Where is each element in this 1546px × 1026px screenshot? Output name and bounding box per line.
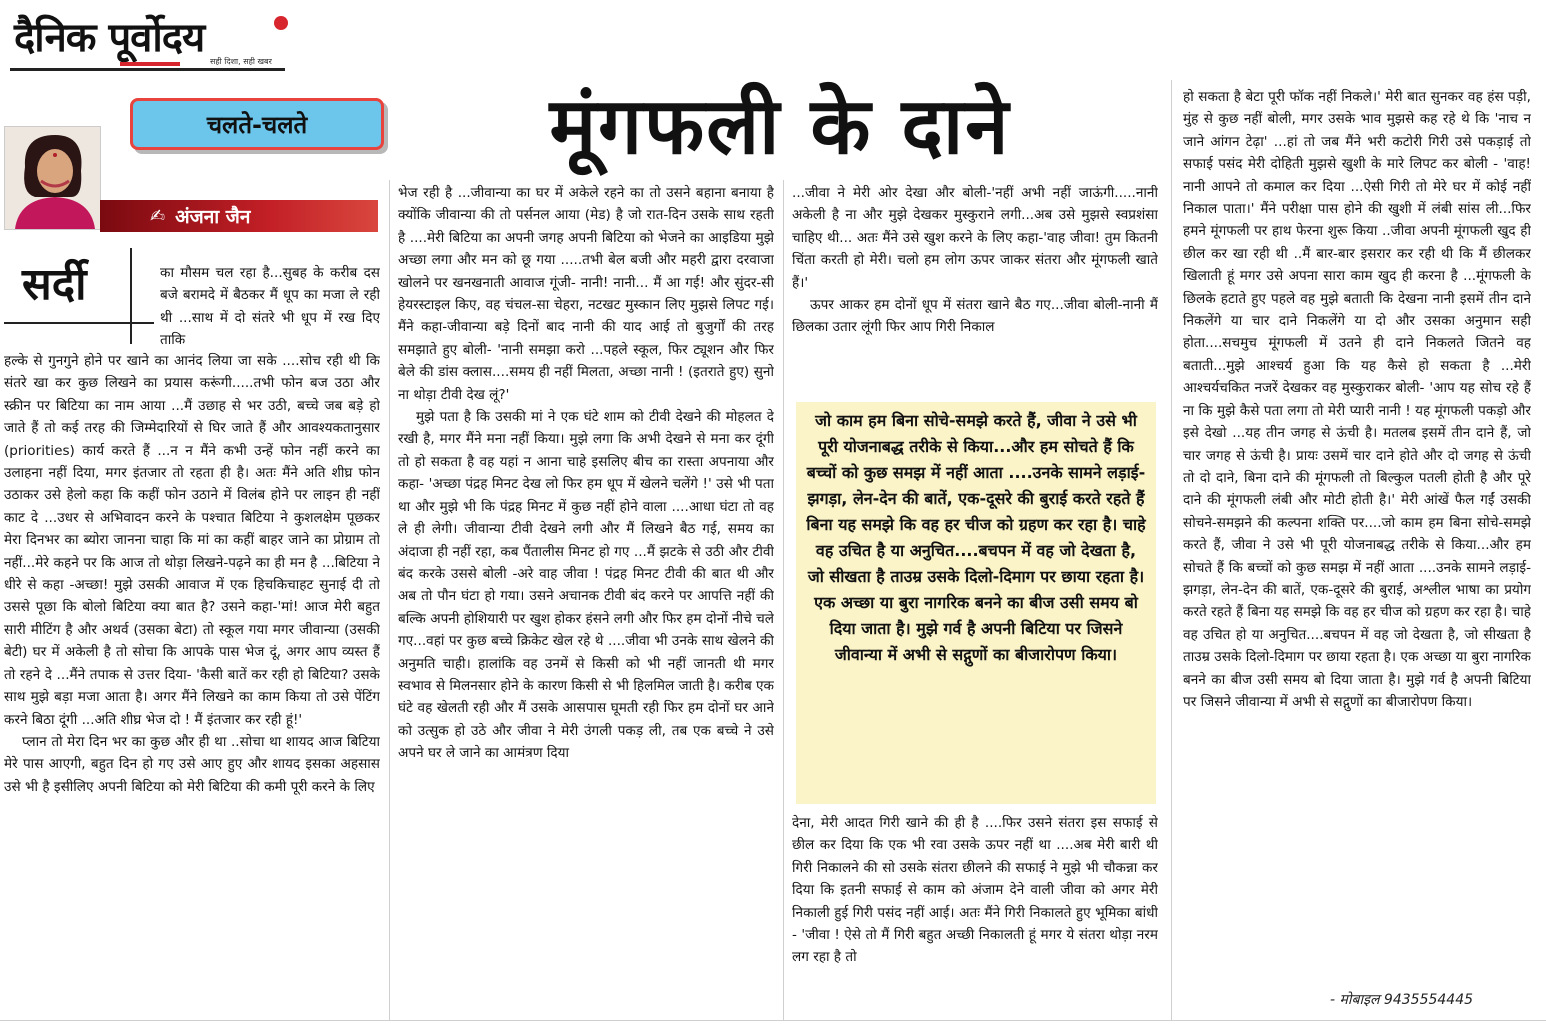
column-3-bottom [792, 812, 1158, 1022]
column-divider [783, 180, 784, 1020]
column-badge: चलते-चलते [130, 98, 384, 150]
pen-icon: ✍ [150, 205, 166, 227]
paragraph: हो सकता है बेटा पूरी फॉक नहीं निकले।' मेरी बात सुनकर वह हंस पड़ी, मुंह से कुछ नहीं बोली, मगर उसके भाव मुझसे कह रहे थे कि 'नाच न जाने आंगन टेढ़ा' ...हां तो जब मैंने भरी कटोरी गिरी उसे पकड़ाई तो सफाई पसंद मेरी दोहिती मुझसे खुशी के मारे लिपट कर बोली - 'वाह! नानी आपने तो कमाल कर दिया ...ऐसी गिरी तो मेरे घर में कोई नहीं निकाल पाता।' मैंने परीक्षा पास होने की खुशी में लंबी सांस ली...फिर हमने मूंगफली पर हाथ फेरना शुरू किया ..जीवा अपनी मूंगफली खुद ही छील कर खा रही थी ..मैं बार-बार इसरार कर रही थी कि मैं छीलकर खिलाती हूं मगर उसे अपना सारा काम खुद ही करना है ...मूंगफली के छिलके हटाते हुए पहले वह मुझे बताती कि देखना नानी इसमें तीन दाने निकलेंगे या चार दाने निकलेंगे या दो और उसका अनुमान सही होता....सचमुच मूंगफली में उतने ही दाने निकलते जितने वह बताती...मुझे आश्चर्य हुआ कि यह कैसे हो सकता है ...मेरी आश्चर्यचकित नजरें देखकर वह मुस्कुराकर बोली- 'आप यह सोच रहे हैं ना कि मुझे कैसे पता लगा तो मेरी प्यारी नानी ! यह मूंगफली पकड़ो और इसे देखो ...यह तीन जगह से ऊंची है। मतलब इसमें तीन दाने हैं, जो चार जगह से ऊंची है। प्रायः उसमें चार दाने होते और दो जगह से ऊंची तो दो दाने, बिना दाने की मूंगफली तो बिल्कुल पतली होती है और पूरे दाने की मूंगफली लंबी और मोटी होती है।' मेरी आंखें फैल गईं उसकी सोचने-समझने की कल्पना शक्ति पर....जो काम हम बिना सोचे-समझे करते हैं, जीवा ने उसे भी पूरी योजनाबद्ध तरीके से किया...और हम सोचते हैं कि बच्चों को कुछ समझ में नहीं आता ....उनके सामने लड़ाई-झगड़ा, लेन-देन की बातें, एक-दूसरे की बुराई, अश्लील भाषा का प्रयोग करते रहते हैं बिना यह समझे कि वह हर चीज को ग्रहण कर रहा है। चाहे वह उचित हो या अनुचित....बचपन में वह जो देखता है, जो सीखता है ताउम्र उसके दिलो-दिमाग पर छाया रहता है। एक अच्छा या बुरा नागरिक बनने का बीज उसी समय बो दिया जाता है। मुझे गर्व है अपनी बिटिया पर जिसने जीवान्या में अभी से सद्गुणों का बीजारोपण किया। [1183, 89, 1531, 710]
paragraph: ...जीवा ने मेरी ओर देखा और बोली-'नहीं अभी नहीं जाऊंगी.....नानी अकेली है ना और मुझे देखकर मुस्कुराने लगी...अब उसे मुझसे स्वप्रशंसा चाहिए थी... अतः मैंने उसे खुश करने के लिए कहा-'वाह जीवा! तुम कितनी चिंता करती हो मेरी। चलो हम लोग ऊपर जाकर संतरा और मूंगफली खाते हैं।' [792, 185, 1158, 291]
paragraph: ऊपर आकर हम दोनों धूप में संतरा खाने बैठ गए...जीवा बोली-नानी मैं छिलका उतार लूंगी फिर आप गिरी निकाल [792, 297, 1158, 336]
column-divider [389, 180, 390, 1020]
article-headline: मूंगफली के दाने [549, 82, 1011, 172]
paragraph: का मौसम चल रहा है...सुबह के करीब दस बजे बरामदे में बैठकर मैं धूप का मजा ले रही थी ...साथ में दो संतरे भी धूप में रख दिए ताकि [160, 265, 380, 349]
newspaper-tagline: सही दिशा, सही खबर [210, 57, 272, 66]
author-contact: - मोबाइल 9435554445 [1330, 992, 1474, 1008]
column-divider [1171, 80, 1172, 1020]
paragraph: भेज रही है ...जीवान्या का घर में अकेले रहने का तो उसने बहाना बनाया है क्योंकि जीवान्या की तो पर्सनल आया (मेड) है जो रात-दिन उसके साथ रहती है ....मेरी बिटिया का अपनी जगह अपनी बिटिया को भेजने का आइडिया मुझे अच्छा लगा और मन को छू गया .....तभी बेल बजी और महरी द्वारा दरवाजा खोलने पर खनखनाती आवाज गूंजी- नानी! नानी... मैं आ गई! और सुंदर-सी हेयरस्टाइल किए, वह चंचल-सा चेहरा, नटखट मुस्कान लिए मुझसे लिपट गई। मैंने कहा-जीवान्या बड़े दिनों बाद नानी की याद आई तो बुजुर्गों की तरह समझाते हुए बोली- 'नानी समझा करो ...पहले स्कूल, फिर ट्यूशन और फिर बेले की डांस क्लास....समय ही नहीं मिलता, अच्छा नानी ! (इतराते हुए) सुनो ना थोड़ा टीवी देख लूं?' [398, 185, 774, 403]
paragraph: प्लान तो मेरा दिन भर का कुछ और ही था ..सोचा था शायद आज बिटिया मेरे पास आएगी, बहुत दिन हो गए उसे आए हुए और शायद इसका अहसास उसे भी है इसीलिए अपनी बिटिया को मेरी बिटिया की कमी पूरी करने के लिए [4, 733, 380, 795]
paragraph: हल्के से गुनगुने होने पर खाने का आनंद लिया जा सके ....सोच रही थी कि संतरे खा कर कुछ लिखने का प्रयास करूंगी.....तभी फोन बज उठा और स्क्रीन पर बिटिया का नाम आया ...मैं उछाह से भर उठी, बच्चे जब बड़े हो जाते हैं तो कई तरह की जिम्मेदारियों से घिर जाते हैं और आवश्यकतानुसार (priorities) कार्य करते हैं ...न न मैंने कभी उन्हें फोन नहीं करने का उलाहना नहीं दिया, मगर इंतजार तो रहता ही है। अतः मैंने अति शीघ्र फोन उठाकर उसे हेलो कहा कि कहीं फोन उठाने में विलंब होने पर लाइन ही नहीं काट दे ...उधर से अभिवादन करने के पश्चात बिटिया ने कुशलक्षेम पूछकर मेरा दिनभर का ब्योरा जानना चाहा कि मां का कहीं बाहर जाने का प्रोग्राम तो नहीं...मेरे कहने पर कि आज तो थोड़ा लिखने-पढ़ने का ही मन है ...बिटिया ने धीरे से कहा -अच्छा! मुझे उसकी आवाज में एक हिचकिचाहट सुनाई दी तो उससे पूछा कि बोलो बिटिया क्या बात है? उसने कहा-'मां! आज मेरी बहुत सारी मीटिंग है और अथर्व (उसका बेटा) तो स्कूल गया मगर जीवान्या (उसकी बेटी) घर में अकेली है तो सोचा कि आपके पास भेज दूं, अगर आप व्यस्त हैं तो रहने दे ...मैंने तपाक से उत्तर दिया- 'कैसी बातें कर रही हो बिटिया? उसके साथ मुझे बड़ा मजा आता है। अगर मैंने लिखने का काम किया तो उसे पेंटिंग करने बिठा दूंगी ...अति शीघ्र भेज दो ! मैं इंतजार कर रही हूं!' [4, 353, 380, 728]
pull-quote: जो काम हम बिना सोचे-समझे करते हैं, जीवा ने उसे भी पूरी योजनाबद्ध तरीके से किया...और हम सोचते हैं कि बच्चों को कुछ समझ में नहीं आता ....उनके सामने लड़ाई-झगड़ा, लेन-देन की बातें, एक-दूसरे की बुराई करते रहते हैं बिना यह समझे कि वह हर चीज को ग्रहण कर रहा है। चाहे वह उचित है या अनुचित....बचपन में वह जो देखता है, जो सीखता है ताउम्र उसके दिलो-दिमाग पर छाया रहता है। एक अच्छा या बुरा नागरिक बनने का बीज उसी समय बो दिया जाता है। मुझे गर्व है अपनी बिटिया पर जिसने जीवान्या में अभी से सद्गुणों का बीजारोपण किया। [796, 402, 1156, 804]
masthead-rule [10, 68, 285, 71]
dropcap-divider-vertical [130, 248, 132, 344]
newspaper-name: दैनिक पूर्वोदय [14, 15, 205, 61]
masthead-accent-rule [120, 62, 180, 66]
author-portrait-icon [5, 127, 100, 229]
column-2 [398, 182, 774, 1022]
author-photo [4, 126, 101, 230]
dropcap-word: सर्दी [22, 259, 87, 310]
logo-dot-icon [274, 16, 288, 30]
column-4 [1183, 86, 1531, 986]
column-1-body [4, 350, 380, 1020]
author-byline [100, 200, 378, 232]
column-3-top [792, 182, 1158, 394]
paragraph: मुझे पता है कि उसकी मां ने एक घंटे शाम को टीवी देखने की मोहलत दे रखी है, मगर मैंने मना नहीं किया। मुझे लगा कि अभी देखने से मना कर दूंगी तो हो सकता है वह यहां न आना चाहे इसलिए बीच का रास्ता अपनाया और कहा- 'अच्छा पंद्रह मिनट देख लो फिर हम धूप में खेलने चलेंगे !' उसे भी पता था और मुझे भी कि पंद्रह मिनट में कुछ नहीं होने वाला ....आधा घंटा तो वह ले ही लेगी। जीवान्या टीवी देखने लगी और मैं लिखने बैठ गई, समय का अंदाजा ही नहीं रहा, कब पैंतालीस मिनट हो गए ...मैं झटके से उठी और टीवी बंद करके उससे बोली -अरे वाह जीवा ! पंद्रह मिनट टीवी की बात थी और अब तो पौन घंटा हो गया। उसने अचानक टीवी बंद करने पर आपत्ति नहीं की बल्कि अपनी होशियारी पर खुश होकर हंसने लगी और फिर हम दोनों नीचे चले गए...वहां पर कुछ बच्चे क्रिकेट खेल रहे थे ....जीवा भी उनके साथ खेलने की अनुमति चाही। हालांकि वह उनमें से किसी को भी नहीं जानती थी मगर स्वभाव से मिलनसार होने के कारण किसी से भी हिलमिल जाती है। करीब एक घंटे वह खेलती रही और मैं उसके आसपास घूमती रही फिर हम दोनों घर आने को उत्सुक हो उठे और जीवा ने मेरी उंगली पकड़ ली, तब एक बच्चे ने उसे अपने घर ले जाने का आमंत्रण दिया [398, 409, 774, 762]
author-name: अंजना जैन [175, 206, 251, 228]
page-bottom-rule [0, 1020, 1546, 1021]
masthead [10, 6, 290, 72]
paragraph: देना, मेरी आदत गिरी खाने की ही है ....फिर उसने संतरा इस सफाई से छील कर दिया कि एक भी रवा उसके ऊपर नहीं था ....अब मेरी बारी थी गिरी निकालने की सो उसके संतरा छीलने की सफाई ने मुझे भी चौकन्ना कर दिया कि इतनी सफाई से काम को अंजाम देने वाली जीवा को अगर मेरी निकाली हुई गिरी पसंद नहीं आई। अतः मैंने गिरी निकालते हुए भूमिका बांधी - 'जीवा ! ऐसे तो मैं गिरी बहुत अच्छी निकालती हूं मगर ये संतरा थोड़ा नरम लग रहा है तो [792, 815, 1158, 966]
dropcap-divider-horizontal [4, 322, 154, 324]
